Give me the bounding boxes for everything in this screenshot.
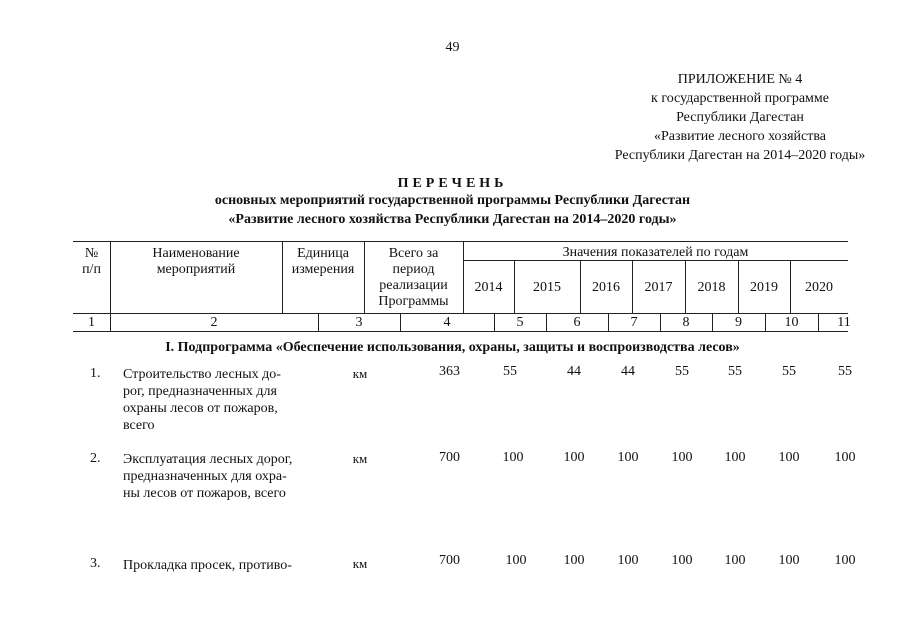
section-title: I. Подпрограмма «Обеспечение использования, охраны, защиты и воспроизводства лесов» bbox=[165, 340, 740, 355]
header-bottom-border bbox=[73, 313, 848, 314]
row-value: 55 bbox=[782, 364, 796, 379]
document-subtitle-line-1: основных мероприятий государственной программы Республики Дагестан bbox=[214, 193, 691, 208]
column-number: 4 bbox=[443, 315, 451, 330]
appendix-line: Республики Дагестан bbox=[676, 110, 804, 125]
row-value: 100 bbox=[505, 553, 527, 568]
row-unit: км bbox=[352, 451, 368, 466]
column-number: 2 bbox=[210, 315, 218, 330]
header-name: Наименование мероприятий bbox=[152, 246, 240, 277]
row-unit: км bbox=[352, 556, 368, 571]
header-num: № п/п bbox=[82, 246, 101, 277]
header-year: 2019 bbox=[750, 280, 778, 295]
row-value: 100 bbox=[563, 553, 585, 568]
row-unit: км bbox=[352, 366, 368, 381]
column-number: 1 bbox=[88, 315, 95, 330]
row-value: 100 bbox=[617, 553, 639, 568]
appendix-line: ПРИЛОЖЕНИЕ № 4 bbox=[677, 72, 803, 87]
appendix-block bbox=[560, 70, 905, 165]
row-value: 100 bbox=[671, 553, 693, 568]
header-values-group: Значения показателей по годам bbox=[562, 245, 749, 260]
column-number: 10 bbox=[784, 315, 799, 330]
column-number: 6 bbox=[573, 315, 581, 330]
column-number: 11 bbox=[837, 315, 851, 330]
header-year: 2020 bbox=[805, 280, 833, 295]
row-value: 100 bbox=[671, 450, 693, 465]
row-name: Эксплуатация лесных дорог, предназначенных для охра- ны лесов от пожаров, всего bbox=[123, 452, 293, 501]
column-numbers-bottom-border bbox=[73, 331, 848, 332]
header-year: 2018 bbox=[697, 280, 726, 295]
appendix-line: «Развитие лесного хозяйства bbox=[653, 129, 826, 144]
document-subtitle-line-2: «Развитие лесного хозяйства Республики Дагестан на 2014–2020 годы» bbox=[228, 212, 677, 227]
row-value: 100 bbox=[724, 450, 746, 465]
row-value: 100 bbox=[834, 553, 856, 568]
column-number: 9 bbox=[735, 315, 742, 330]
row-value: 44 bbox=[621, 364, 635, 379]
header-unit: Единица измерения bbox=[291, 246, 355, 277]
row-name: Строительство лесных до- рог, предназначенных для охраны лесов от пожаров, всего bbox=[123, 367, 281, 433]
row-value: 55 bbox=[675, 364, 689, 379]
row-value: 100 bbox=[617, 450, 639, 465]
row-value: 100 bbox=[778, 450, 800, 465]
row-value: 100 bbox=[563, 450, 585, 465]
row-value: 100 bbox=[778, 553, 800, 568]
page-number: 49 bbox=[445, 40, 460, 55]
row-total: 700 bbox=[439, 553, 460, 568]
row-number: 2. bbox=[90, 451, 101, 466]
column-number: 7 bbox=[630, 315, 638, 330]
row-value: 55 bbox=[728, 364, 742, 379]
column-number: 8 bbox=[682, 315, 690, 330]
document-heading: ПЕРЕЧЕНЬ bbox=[397, 176, 508, 191]
header-year: 2016 bbox=[592, 280, 620, 295]
header-total: Всего за период реализации Программы bbox=[378, 246, 449, 309]
column-number: 5 bbox=[516, 315, 524, 330]
row-value: 55 bbox=[838, 364, 852, 379]
header-year: 2017 bbox=[644, 280, 673, 295]
row-value: 55 bbox=[503, 364, 517, 379]
row-number: 3. bbox=[90, 556, 101, 571]
row-value: 100 bbox=[724, 553, 746, 568]
header-year: 2014 bbox=[474, 280, 503, 295]
row-number: 1. bbox=[90, 366, 101, 381]
column-number: 3 bbox=[355, 315, 363, 330]
row-name: Прокладка просек, противо- bbox=[123, 558, 292, 573]
row-total: 700 bbox=[439, 450, 460, 465]
row-value: 100 bbox=[834, 450, 856, 465]
header-year: 2015 bbox=[533, 280, 561, 295]
row-value: 100 bbox=[502, 450, 524, 465]
table-top-border bbox=[73, 241, 848, 242]
appendix-line: к государственной программе bbox=[651, 91, 829, 106]
appendix-line: Республики Дагестан на 2014–2020 годы» bbox=[614, 148, 866, 163]
row-value: 44 bbox=[567, 364, 581, 379]
row-total: 363 bbox=[439, 364, 460, 379]
